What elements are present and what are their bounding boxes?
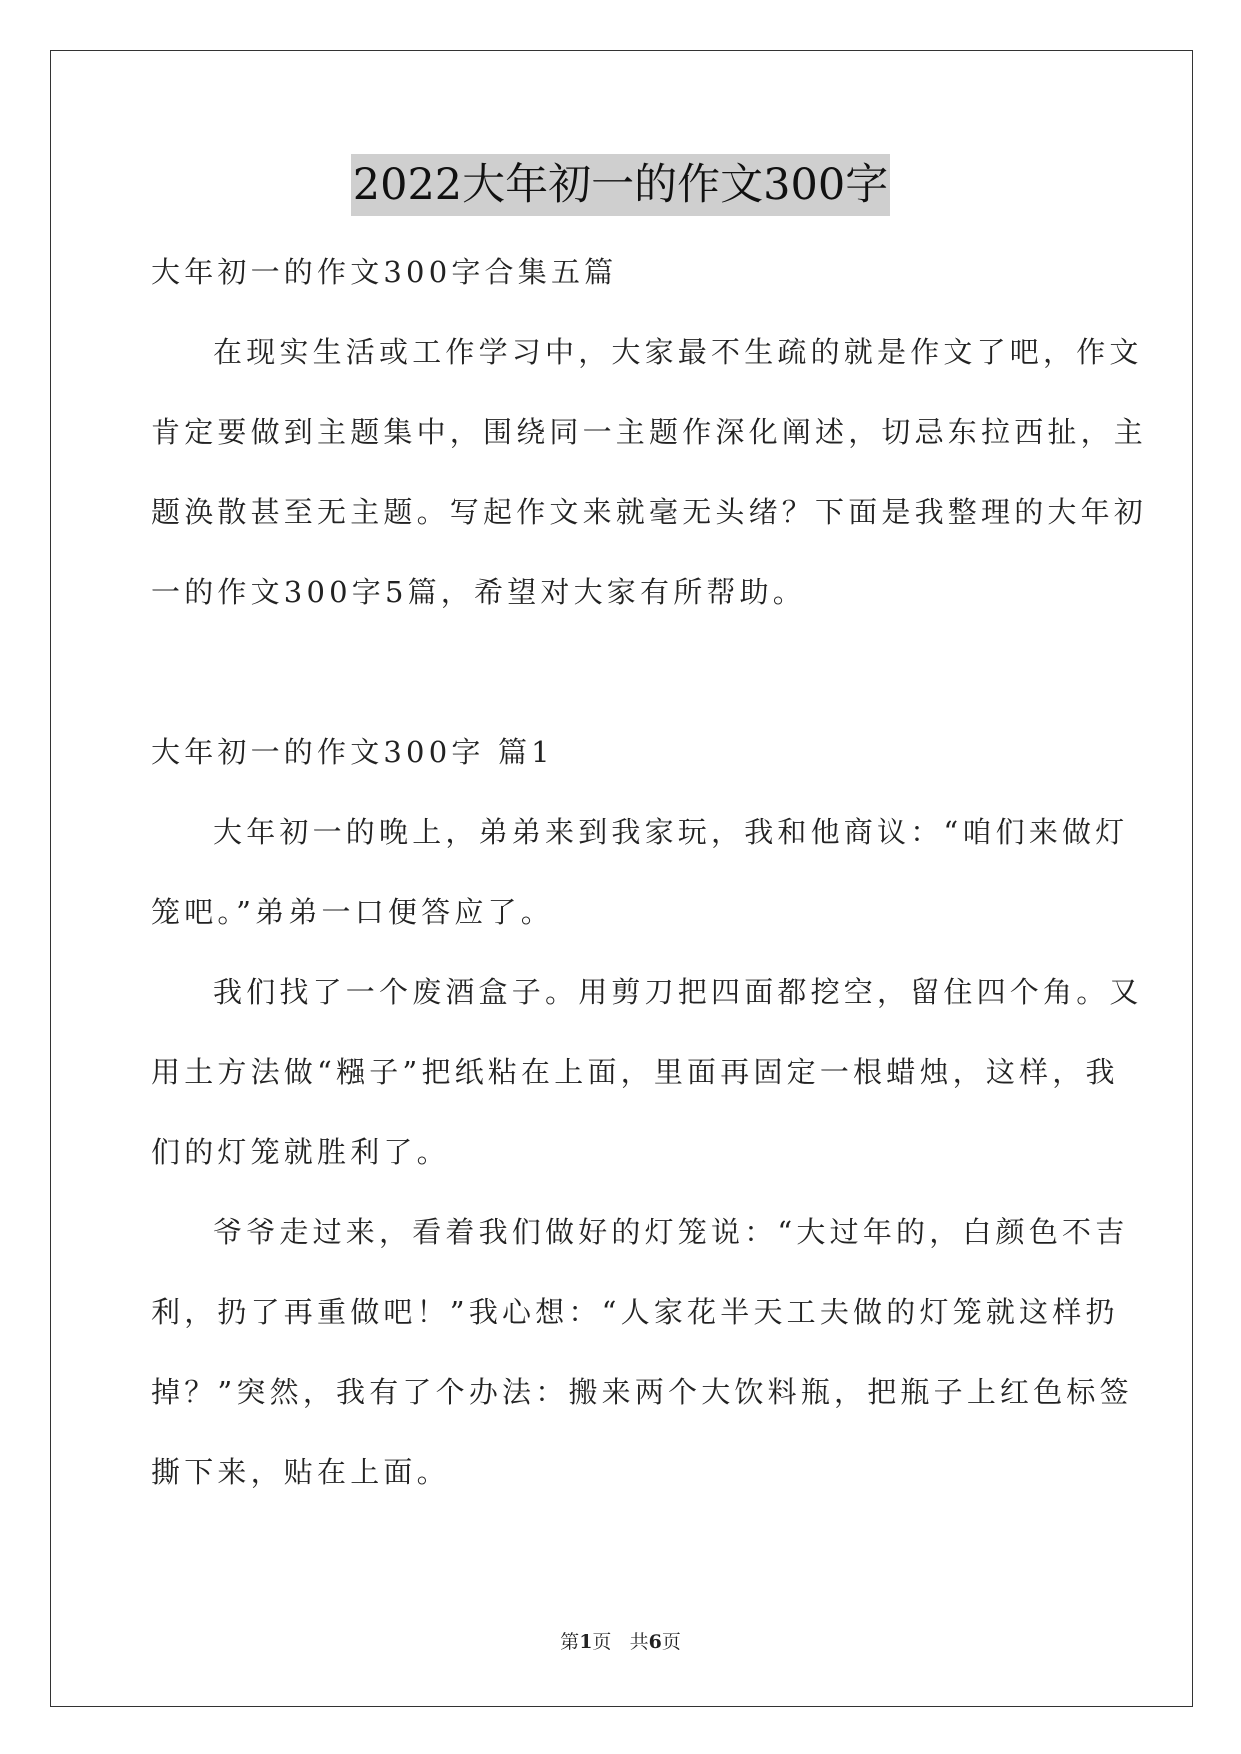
total-pages-number: 6 [648, 1631, 662, 1653]
paragraph-2 [151, 952, 1143, 1192]
footer-total-unit: 页 [661, 1631, 681, 1653]
current-page-number: 1 [579, 1631, 593, 1653]
text-line: 大年初一的晚上，弟弟来到我家玩，我和他商议：“咱们来做灯 [213, 815, 1129, 849]
text-line: 我们找了一个废酒盒子。用剪刀把四面都挖空，留住四个角。又 [213, 975, 1143, 1009]
title-wrap [0, 154, 1241, 216]
paragraph-1 [151, 792, 1129, 952]
text-line: 肯定要做到主题集中，围绕同一主题作深化阐述，切忌东拉西扯，主 [151, 415, 1148, 449]
text-line: 撕下来，贴在上面。 [151, 1455, 450, 1489]
footer-page-unit: 页 [592, 1631, 612, 1653]
spacer [151, 632, 1091, 712]
text-line: 题涣散甚至无主题。写起作文来就毫无头绪？下面是我整理的大年初 [151, 495, 1148, 529]
text-line: 一的作文300字5篇，希望对大家有所帮助。 [151, 575, 807, 609]
section-heading: 大年初一的作文300字 篇1 [151, 735, 554, 769]
text-line: 爷爷走过来，看着我们做好的灯笼说：“大过年的，白颜色不吉 [213, 1215, 1129, 1249]
page-title: 2022大年初一的作文300字 [351, 154, 891, 216]
text-line: 利，扔了再重做吧！”我心想：“人家花半天工夫做的灯笼就这样扔 [151, 1295, 1119, 1329]
footer-prefix: 第 [560, 1631, 580, 1653]
footer-total-prefix: 共 [629, 1631, 649, 1653]
text-line: 用土方法做“糨子”把纸粘在上面，里面再固定一根蜡烛，这样，我 [151, 1055, 1119, 1089]
page-footer [0, 1627, 1241, 1654]
text-line: 笼吧。”弟弟一口便答应了。 [151, 895, 554, 929]
intro-paragraph [151, 312, 1148, 632]
document-body [151, 232, 1148, 1512]
text-line: 在现实生活或工作学习中，大家最不生疏的就是作文了吧，作文 [213, 335, 1143, 369]
text-line: 们的灯笼就胜利了。 [151, 1135, 450, 1169]
paragraph-3 [151, 1192, 1133, 1512]
subtitle: 大年初一的作文300字合集五篇 [151, 255, 618, 289]
text-line: 掉？”突然，我有了个办法：搬来两个大饮料瓶，把瓶子上红色标签 [151, 1375, 1133, 1409]
